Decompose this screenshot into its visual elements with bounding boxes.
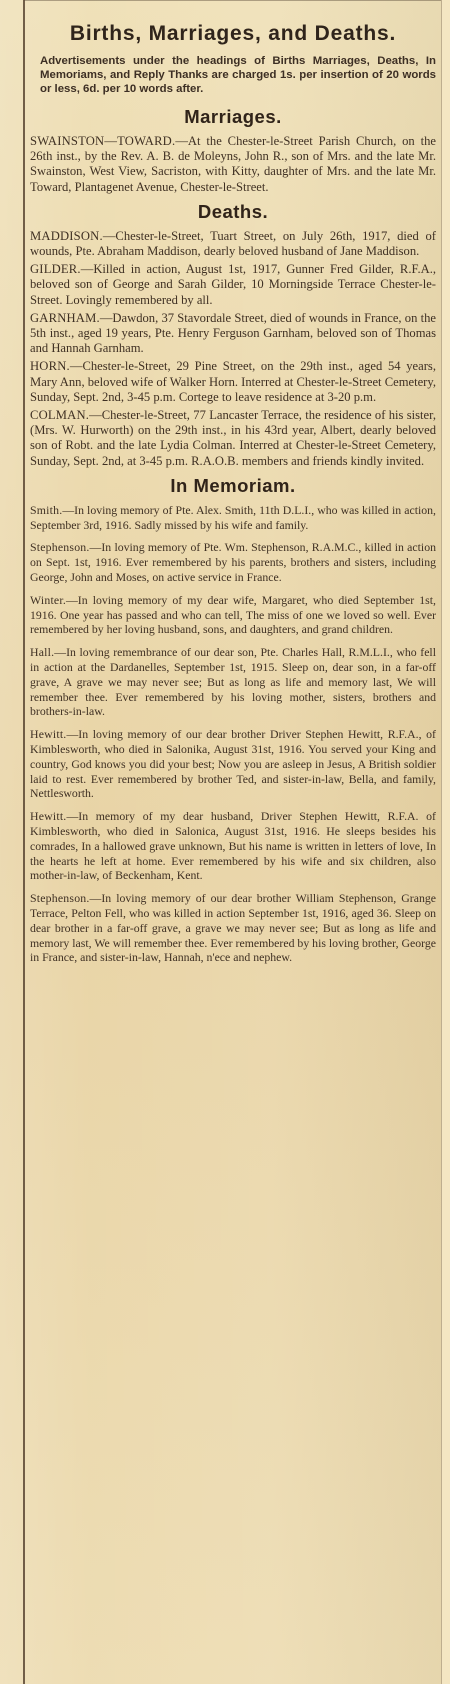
memoriam-heading: In Memoriam. xyxy=(170,474,296,496)
memoriam-entry xyxy=(30,727,436,801)
death-entry-body: —Chester-le-Street, Tuart Street, on July 26th, 1917, died of wounds, Pte. Abraham Maddison, dearly beloved husband of Jane Maddison. xyxy=(30,228,436,259)
memoriam-entry-body: —In loving remembrance of our dear son, Pte. Charles Hall, R.M.L.I., who fell in action at the Dardanelles, September 1st, 1915. Sleep on, dear son, in a far-off grave, A grave we may never see; But as long as life and memory last, We will remember thee. Ever remembered by his loving mother, sisters, brothers and brothers-in-law. xyxy=(30,645,436,719)
death-entry-body: —Chester-le-Street, 29 Pine Street, on the 29th inst., aged 54 years, Mary Ann, beloved wife of Walker Horn. Interred at Chester-le-Street Cemetery, Sunday, Sept. 2nd, 3-45 p.m. Cortege to leave residence at 3-20 p.m. xyxy=(30,359,436,404)
memoriam-entry-body: —In loving memory of my dear wife, Margaret, who died September 1st, 1916. One year has passed and who can tell, The miss of one we loved so well. Ever remembered by her loving husband, sons, and daughters, and grand children. xyxy=(30,592,436,637)
memoriam-entry-body: —In loving memory of our dear brother William Stephenson, Grange Terrace, Pelton Fell, who was killed in action September 1st, 1916, aged 36. Sleep on dear brother in a far-off grave, a grave we may never see; But as long as life and memory last, We will remember thee. Ever remembered by his loving brother, George in France, and sister-in-law, Hannah, n'ece and nephew. xyxy=(30,891,436,965)
memoriam-entry xyxy=(30,891,436,965)
memoriam-entry xyxy=(30,503,436,533)
death-entry-body: —Chester-le-Street, 77 Lancaster Terrace, the residence of his sister, (Mrs. W. Hurworth) on the 29th inst., in his 43rd year, Albert, dearly beloved son of Robt. and the late Lydia Colman. Interred at Chester-le-Street Cemetery, Sunday, Sept. 2nd, at 3-45 p.m. R.A.O.B. members and friends kindly invited. xyxy=(30,408,436,468)
marriage-entry-body: —At the Chester-le-Street Parish Church, on the 26th inst., by the Rev. A. B. de Moleyns, John R., son of Mrs. and the late Mr. Swainston, West View, Sacriston, with Kitty, daughter of Mrs. and the late Mr. Toward, Plantagenet Avenue, Chester-le-Street. xyxy=(30,134,436,194)
death-entry xyxy=(30,359,436,405)
death-entry-head: GARNHAM. xyxy=(30,310,100,325)
death-entry-body: —Killed in action, August 1st, 1917, Gunner Fred Gilder, R.F.A., beloved son of George and Sarah Gilder, 10 Morningside Terrace Chester-le-Street. Lovingly remembered by all. xyxy=(30,262,436,307)
memoriam-entry-body: —In loving memory of Pte. Alex. Smith, 11th D.L.I., who was killed in action, September 3rd, 1916. Sadly missed by his wife and family. xyxy=(30,502,436,532)
death-entry xyxy=(30,262,436,308)
memoriam-entry xyxy=(30,809,436,883)
death-entry-head: MADDISON. xyxy=(30,228,103,243)
marriages-heading: Marriages. xyxy=(184,106,282,127)
memoriam-entry-body: —In memory of my dear husband, Driver Stephen Hewitt, R.F.A. of Kimblesworth, who died in Salonica, August 31st, 1916. He sleeps besides his comrades, In a hallowed grave unknown, But his name is written in letters of love, In the hearts he left at home. Ever remembered by his wife and six children, also mother-in-law, of Beckenham, Kent. xyxy=(30,809,436,883)
article-column xyxy=(30,10,436,973)
advertising-notice: Advertisements under the headings of Births Marriages, Deaths, In Memoriams, and Reply Thanks are charged 1s. per insertion of 20 words or less, 6d. per 10 words after. xyxy=(40,55,436,95)
death-entry xyxy=(30,408,436,469)
memoriam-entry-head: Hewitt. xyxy=(30,809,67,824)
death-entry xyxy=(30,229,436,259)
marriage-entry-head: SWAINSTON—TOWARD. xyxy=(30,134,176,148)
column-rule xyxy=(23,0,25,1684)
memoriam-entry-head: Winter. xyxy=(30,592,66,607)
memoriam-entry-body: —In loving memory of Pte. Wm. Stephenson, R.A.M.C., killed in action on Sept. 1st, 1916. Ever remembered by his parents, brothers and sisters, including George, John and Moses, on active service in France. xyxy=(30,540,436,585)
memoriam-entry xyxy=(30,540,436,584)
top-rule xyxy=(24,0,442,1)
memoriam-entry-body: —In loving memory of our dear brother Driver Stephen Hewitt, R.F.A., of Kimblesworth, who died in Salonika, August 31st, 1916. You served your King and country, God knows you did your best; Now you are asleep in Jesus, A British soldier laid to rest. Ever remembered by brother Ted, and sister-in-law, Bella, and family, Nettlesworth. xyxy=(30,727,436,801)
memoriam-entry-head: Stephenson. xyxy=(30,540,90,555)
deaths-heading: Deaths. xyxy=(197,200,269,222)
death-entry-body: —Dawdon, 37 Stavordale Street, died of wounds in France, on the 5th inst., aged 19 years, Pte. Henry Ferguson Garnham, beloved son of Thomas and Hannah Garnham. xyxy=(30,310,436,356)
death-entry-head: COLMAN. xyxy=(30,408,90,423)
memoriam-entry xyxy=(30,593,436,637)
marriage-entry xyxy=(30,134,436,195)
memoriam-entry-head: Hall. xyxy=(30,645,55,660)
death-entry-head: GILDER. xyxy=(30,262,81,277)
memoriam-entry-head: Stephenson. xyxy=(30,891,90,906)
memoriam-entry-head: Smith. xyxy=(30,502,63,517)
death-entry xyxy=(30,311,436,357)
death-entry-head: HORN. xyxy=(30,359,70,374)
paper-edge xyxy=(441,0,450,1684)
memoriam-entry-head: Hewitt. xyxy=(30,727,67,742)
page-title: Births, Marriages, and Deaths. xyxy=(69,22,397,45)
memoriam-entry xyxy=(30,645,436,719)
